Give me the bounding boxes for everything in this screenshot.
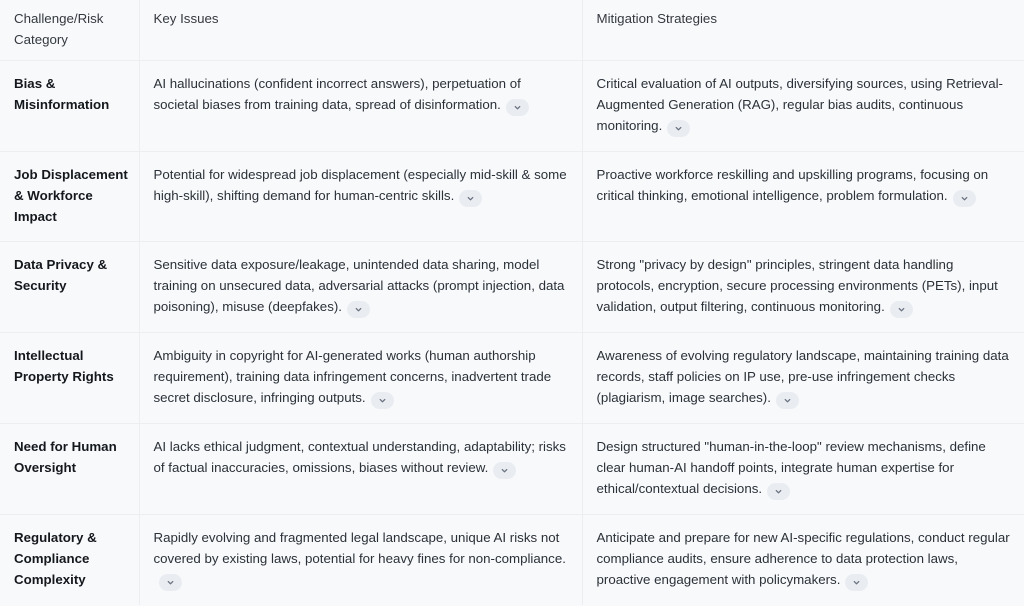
- mitigation-text: Critical evaluation of AI outputs, diversifying sources, using Retrieval-Augmented Generation (RAG), regular bias audits, continuous monitoring.: [596, 76, 1003, 133]
- table-row: [0, 424, 1024, 515]
- cell-mitigation: [582, 152, 1024, 242]
- cell-key-issues: [139, 61, 582, 152]
- column-header-key-issues: Key Issues: [139, 0, 582, 61]
- expand-key-issues-button[interactable]: [371, 392, 394, 409]
- column-header-mitigation-strategies: Mitigation Strategies: [582, 0, 1024, 61]
- mitigation-text: Awareness of evolving regulatory landscape, maintaining training data records, staff policies on IP use, pre-use infringement checks (plagiarism, image searches).: [596, 348, 1009, 405]
- chevron-down-icon: [166, 578, 175, 587]
- expand-key-issues-button[interactable]: [459, 190, 482, 207]
- expand-mitigation-button[interactable]: [953, 190, 976, 207]
- expand-key-issues-button[interactable]: [347, 301, 370, 318]
- cell-mitigation: [582, 424, 1024, 515]
- table-row: [0, 333, 1024, 424]
- key-issues-text: AI hallucinations (confident incorrect answers), perpetuation of societal biases from training data, spread of disinformation.: [153, 76, 521, 112]
- cell-mitigation: [582, 61, 1024, 152]
- mitigation-text: Design structured "human-in-the-loop" review mechanisms, define clear human-AI handoff points, integrate human expertise for ethical/contextual decisions.: [596, 439, 986, 496]
- category-label: Data Privacy & Security: [14, 257, 108, 293]
- cell-key-issues: [139, 242, 582, 333]
- cell-category: [0, 242, 139, 333]
- cell-category: [0, 515, 139, 606]
- table-row: [0, 515, 1024, 606]
- chevron-down-icon: [674, 124, 683, 133]
- expand-mitigation-button[interactable]: [776, 392, 799, 409]
- category-label: Intellectual Property Rights: [14, 348, 114, 384]
- cell-category: [0, 61, 139, 152]
- chevron-down-icon: [466, 194, 475, 203]
- cell-key-issues: [139, 152, 582, 242]
- chevron-down-icon: [960, 194, 969, 203]
- mitigation-text: Proactive workforce reskilling and upskilling programs, focusing on critical thinking, emotional intelligence, problem formulation.: [596, 167, 989, 203]
- table-row: [0, 61, 1024, 152]
- category-label: Need for Human Oversight: [14, 439, 117, 475]
- cell-key-issues: [139, 333, 582, 424]
- cell-category: [0, 424, 139, 515]
- cell-mitigation: [582, 242, 1024, 333]
- column-header-category: Challenge/Risk Category: [0, 0, 139, 61]
- key-issues-text: Ambiguity in copyright for AI-generated works (human authorship requirement), training data infringement concerns, inadvertent trade secret disclosure, infringing outputs.: [153, 348, 552, 405]
- expand-mitigation-button[interactable]: [890, 301, 913, 318]
- key-issues-text: AI lacks ethical judgment, contextual understanding, adaptability; risks of factual inaccuracies, omissions, biases without review.: [153, 439, 566, 475]
- expand-mitigation-button[interactable]: [845, 574, 868, 591]
- chevron-down-icon: [500, 466, 509, 475]
- chevron-down-icon: [852, 578, 861, 587]
- table-row: [0, 152, 1024, 242]
- table-header-row: [0, 0, 1024, 61]
- table-body: [0, 61, 1024, 606]
- mitigation-text: Anticipate and prepare for new AI-specific regulations, conduct regular compliance audits, ensure adherence to data protection laws, proactive engagement with policymakers.: [596, 530, 1010, 587]
- cell-key-issues: [139, 515, 582, 606]
- chevron-down-icon: [354, 305, 363, 314]
- chevron-down-icon: [378, 396, 387, 405]
- key-issues-text: Sensitive data exposure/leakage, unintended data sharing, model training on unsecured data, adversarial attacks (prompt injection, data poisoning), misuse (deepfakes).: [153, 257, 565, 314]
- cell-mitigation: [582, 333, 1024, 424]
- expand-mitigation-button[interactable]: [667, 120, 690, 137]
- expand-key-issues-button[interactable]: [493, 462, 516, 479]
- expand-mitigation-button[interactable]: [767, 483, 790, 500]
- category-label: Bias & Misinformation: [14, 76, 110, 112]
- chevron-down-icon: [513, 103, 522, 112]
- expand-key-issues-button[interactable]: [506, 99, 529, 116]
- category-label: Job Displacement & Workforce Impact: [14, 167, 128, 224]
- key-issues-text: Rapidly evolving and fragmented legal landscape, unique AI risks not covered by existing laws, potential for heavy fines for non-compliance.: [153, 530, 566, 566]
- cell-category: [0, 333, 139, 424]
- mitigation-text: Strong "privacy by design" principles, stringent data handling protocols, encryption, secure processing environments (PETs), input validation, output filtering, continuous monitoring.: [596, 257, 998, 314]
- chevron-down-icon: [783, 396, 792, 405]
- cell-category: [0, 152, 139, 242]
- table-row: [0, 242, 1024, 333]
- table-header: [0, 0, 1024, 61]
- key-issues-text: Potential for widespread job displacement (especially mid-skill & some high-skill), shifting demand for human-centric skills.: [153, 167, 567, 203]
- expand-key-issues-button[interactable]: [159, 574, 182, 591]
- chevron-down-icon: [897, 305, 906, 314]
- category-label: Regulatory & Compliance Complexity: [14, 530, 97, 587]
- cell-key-issues: [139, 424, 582, 515]
- cell-mitigation: [582, 515, 1024, 606]
- chevron-down-icon: [774, 487, 783, 496]
